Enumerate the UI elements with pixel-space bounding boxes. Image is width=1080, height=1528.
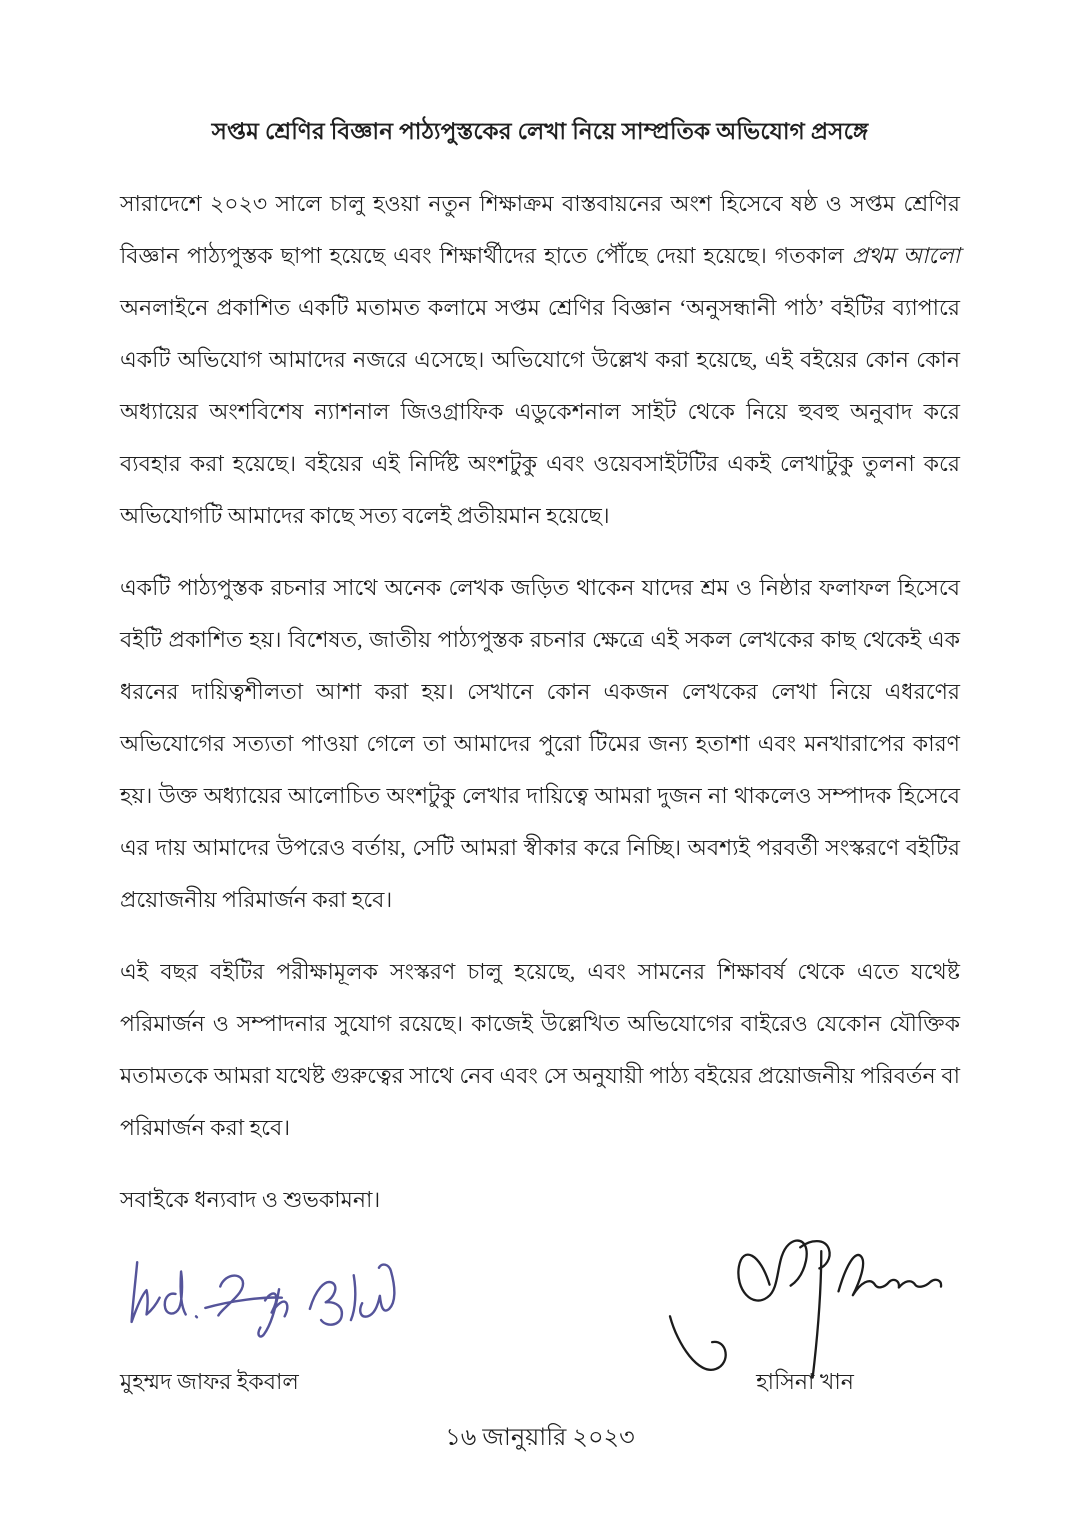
signatory-block-zafar-iqbal [120, 1250, 450, 1398]
signature-row [120, 1232, 960, 1398]
letter-date: ১৬ জানুয়ারি ২০২৩ [445, 1425, 635, 1451]
paragraph-3: এই বছর বইটির পরীক্ষামূলক সংস্করণ চালু হয়েছে, এবং সামনের শিক্ষাবর্ষ থেকে এতে যথেষ্ট পরিমার্জন ও সম্পাদনার সুযোগ রয়েছে। কাজেই উল্লেখিত অভিযোগের বাইরেও যেকোন যৌক্তিক মতামতকে আমরা যথেষ্ট গুরুত্বের সাথে নেব এবং সে অনুযায়ী পাঠ্য বইয়ের প্রয়োজনীয় পরিবর্তন বা পরিমার্জন করা হবে। [120, 959, 960, 1140]
closing-line: সবাইকে ধন্যবাদ ও শুভকামনা। [120, 1187, 381, 1212]
paragraph-1-text: সারাদেশে ২০২৩ সালে চালু হওয়া নতুন শিক্ষাক্রম বাস্তবায়নের অংশ হিসেবে ষষ্ঠ ও সপ্তম শ্রেণির বিজ্ঞান পাঠ্যপুস্তক ছাপা হয়েছে এবং শিক্ষার্থীদের হাতে পৌঁছে দেয়া হয়েছে। গতকাল [120, 191, 960, 268]
signatory-name-zafar-iqbal: মুহম্মদ জাফর ইকবাল [120, 1369, 299, 1394]
paragraph-1-continued: অনলাইনে প্রকাশিত একটি মতামত কলামে সপ্তম শ্রেণির বিজ্ঞান ‘অনুসন্ধানী পাঠ’ বইটির ব্যাপারে একটি অভিযোগ আমাদের নজরে এসেছে। অভিযোগে উল্লেখ করা হয়েছে, এই বইয়ের কোন কোন অধ্যায়ের অংশবিশেষ ন্যাশনাল জিওগ্রাফিক এডুকেশনাল সাইট থেকে নিয়ে হুবহু অনুবাদ করে ব্যবহার করা হয়েছে। বইয়ের এই নির্দিষ্ট অংশটুকু এবং ওয়েবসাইটটির একই লেখাটুকু তুলনা করে অভিযোগটি আমাদের কাছে সত্য বলেই প্রতীয়মান হয়েছে। [120, 295, 960, 528]
paragraph-2: একটি পাঠ্যপুস্তক রচনার সাথে অনেক লেখক জড়িত থাকেন যাদের শ্রম ও নিষ্ঠার ফলাফল হিসেবে বইটি প্রকাশিত হয়। বিশেষত, জাতীয় পাঠ্যপুস্তক রচনার ক্ষেত্রে এই সকল লেখকের কাছ থেকেই এক ধরনের দায়িত্বশীলতা আশা করা হয়। সেখানে কোন একজন লেখকের লেখা নিয়ে এধরণের অভিযোগের সত্যতা পাওয়া গেলে তা আমাদের পুরো টিমের জন্য হতাশা এবং মনখারাপের কারণ হয়। উক্ত অধ্যায়ের আলোচিত অংশটুকু লেখার দায়িত্বে আমরা দুজন না থাকলেও সম্পাদক হিসেবে এর দায় আমাদের উপরেও বর্তায়, সেটি আমরা স্বীকার করে নিচ্ছি। অবশ্যই পরবর্তী সংস্করণে বইটির প্রয়োজনীয় পরিমার্জন করা হবে। [120, 575, 960, 912]
paragraph-1 [120, 178, 960, 542]
signature-ink-zafar-iqbal [126, 1250, 406, 1350]
signatory-block-haseena-khan [650, 1232, 960, 1398]
letter-title: সপ্তম শ্রেণির বিজ্ঞান পাঠ্যপুস্তকের লেখা নিয়ে সাম্প্রতিক অভিযোগ প্রসঙ্গে [211, 119, 869, 144]
signatory-name-haseena-khan: হাসিনা খান [756, 1369, 854, 1394]
newspaper-name-italic: প্রথম আলো [851, 243, 960, 268]
